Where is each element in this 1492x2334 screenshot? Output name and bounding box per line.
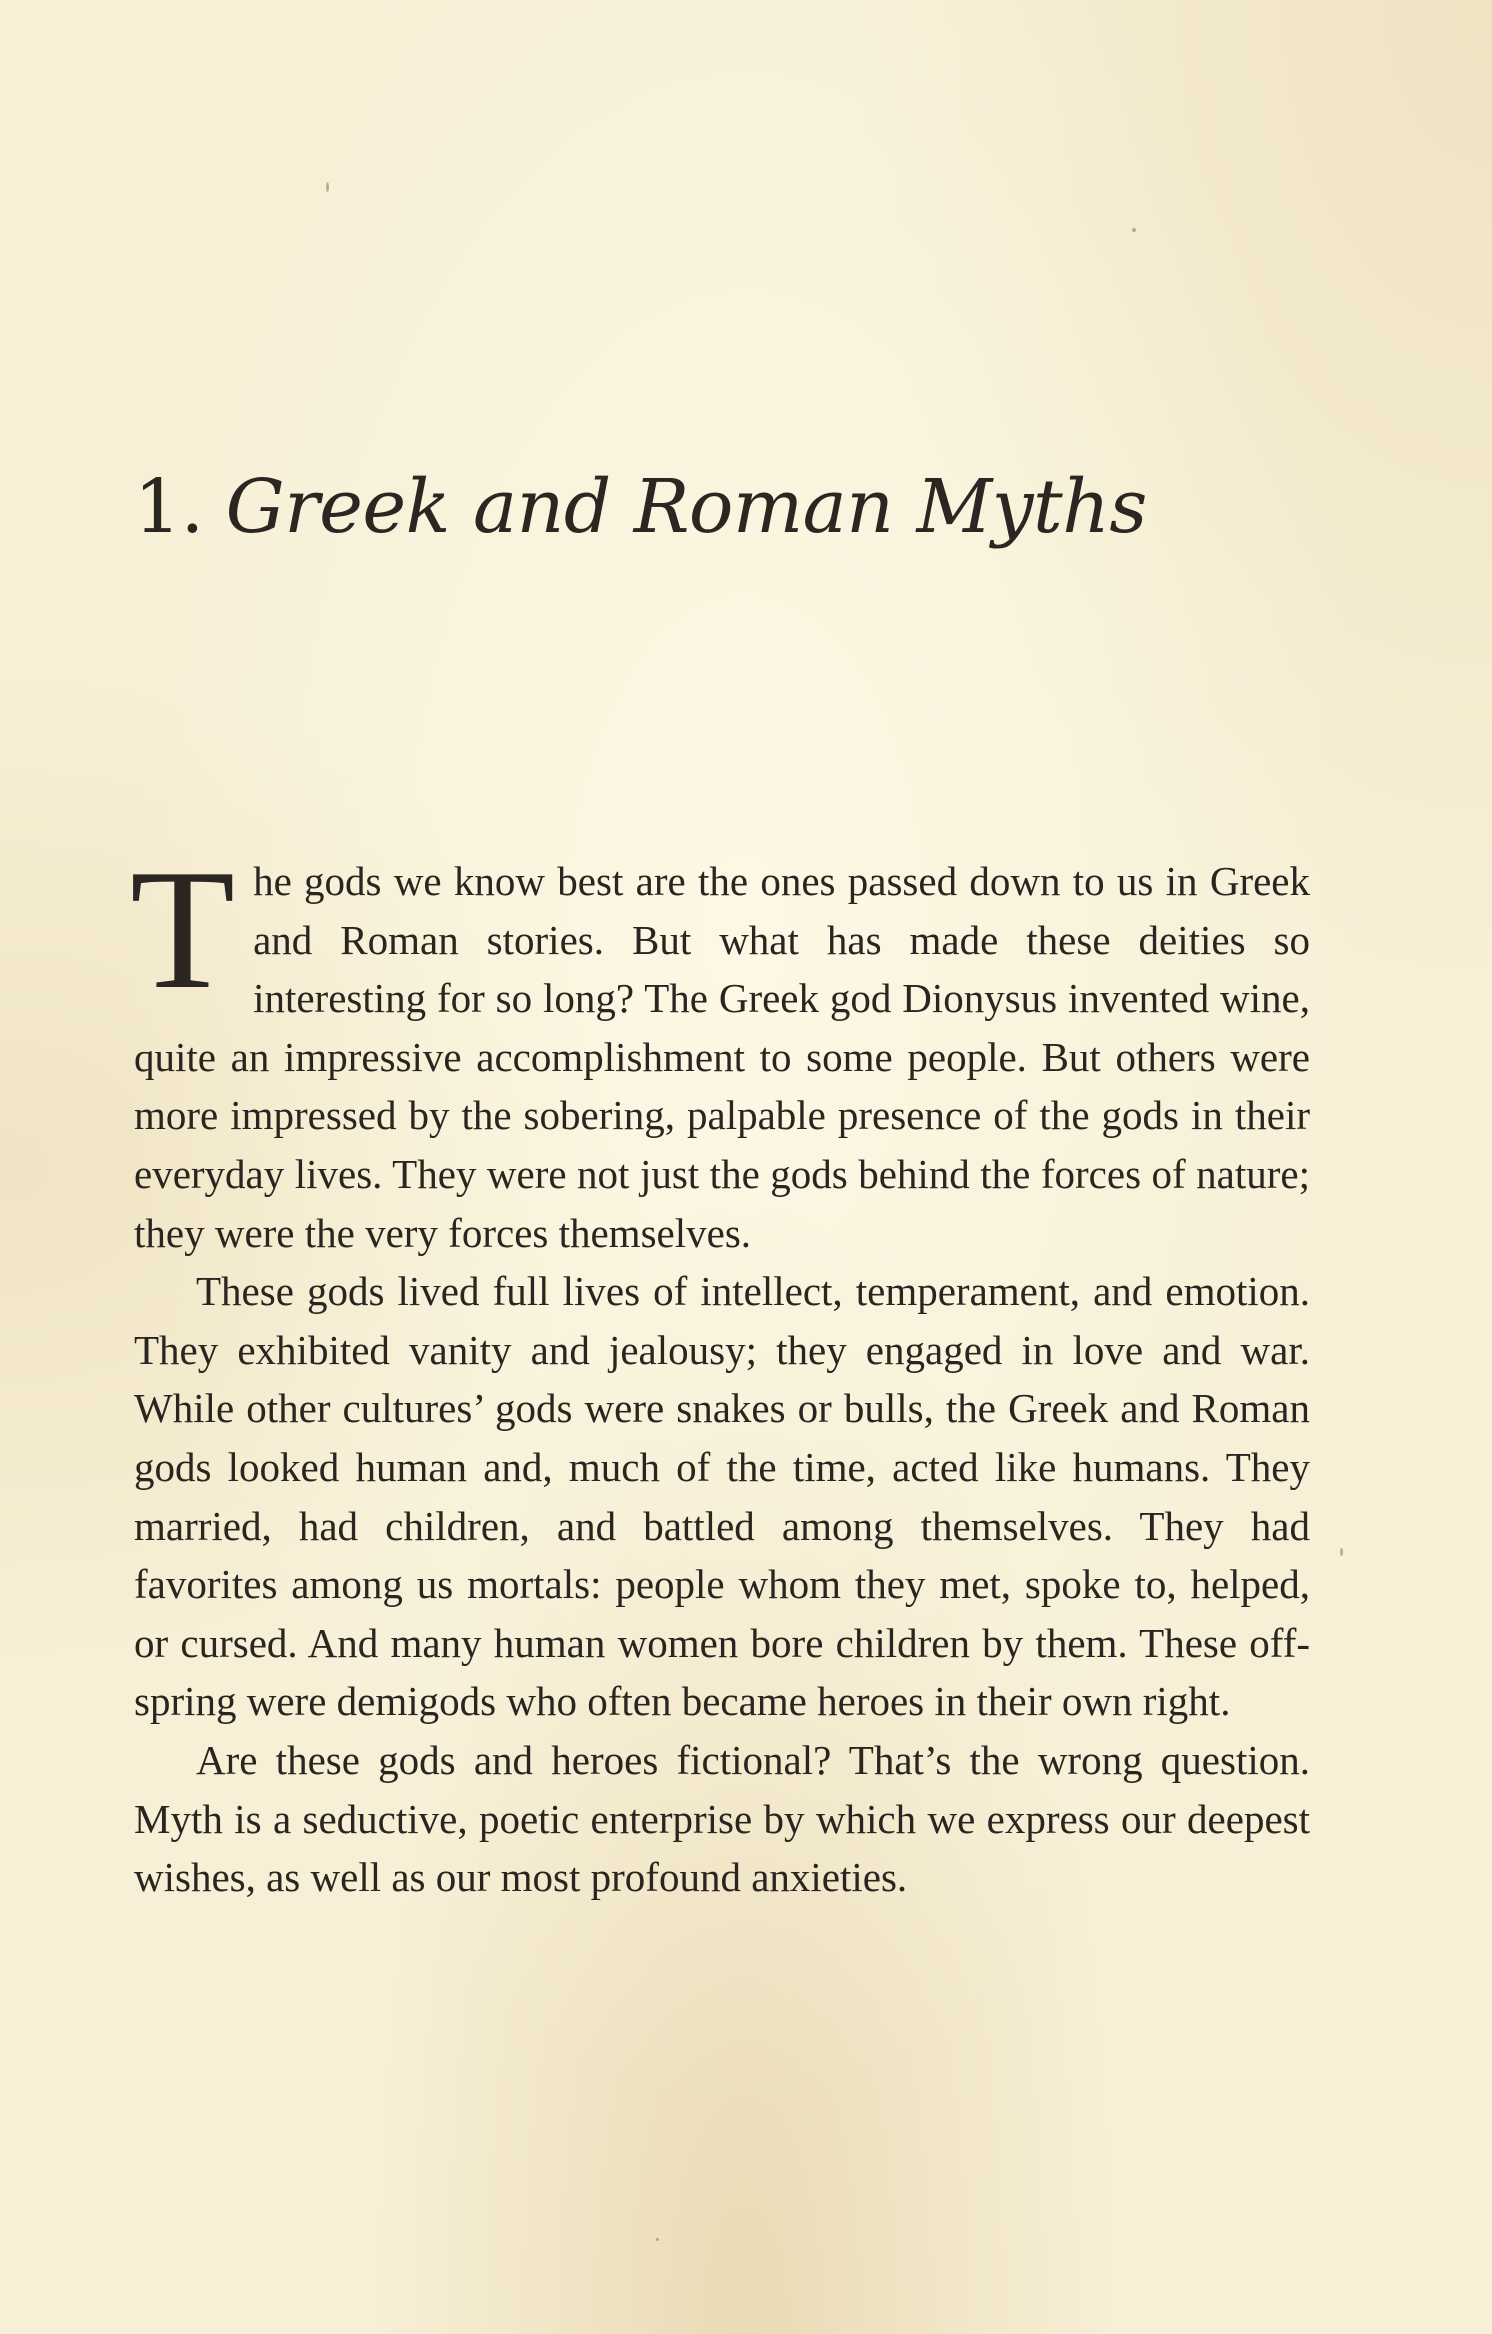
chapter-name: Greek and Roman Myths	[225, 464, 1147, 550]
paragraph-3: Are these gods and heroes fictional? That’s the wrong question. Myth is a seductive, poetic enterprise by which we express our deepest wishes, as well as our most profound anxieties.	[134, 1736, 1310, 1901]
drop-cap: T	[130, 835, 236, 1025]
paper-speck	[1132, 228, 1136, 232]
paper-speck	[326, 182, 329, 192]
paper-speck	[656, 2238, 659, 2241]
paper-speck	[1340, 1548, 1343, 1556]
paragraph-2: These gods lived full lives of intellect, temperament, and emotion. They exhibited vanity and jealousy; they engaged in love and war. While other cultures’ gods were snakes or bulls, the Greek and Roman gods looked human and, much of the time, acted like humans. They married, had children, and battled among themselves. They had favorites among us mortals: people whom they met, spoke to, helped, or cursed. And many human women bore children by them. These offspring were demigods who often became heroes in their own right.	[134, 1268, 1310, 1725]
chapter-title	[134, 464, 1147, 550]
chapter-number: 1.	[134, 464, 204, 550]
paragraph-1	[130, 835, 1310, 1262]
paragraph-1-text: he gods we know best are the ones passed down to us in Greek and Roman stories. But what has made these deities so interesting for so long? The Greek god Dionysus invented wine, quite an impressive accomplishment to some people. But others were more impressed by the sobering, palpable presence of the gods in their everyday lives. They were not just the gods behind the forces of nature; they were the very forces themselves.	[134, 858, 1310, 1256]
chapter-body	[130, 835, 1310, 1907]
